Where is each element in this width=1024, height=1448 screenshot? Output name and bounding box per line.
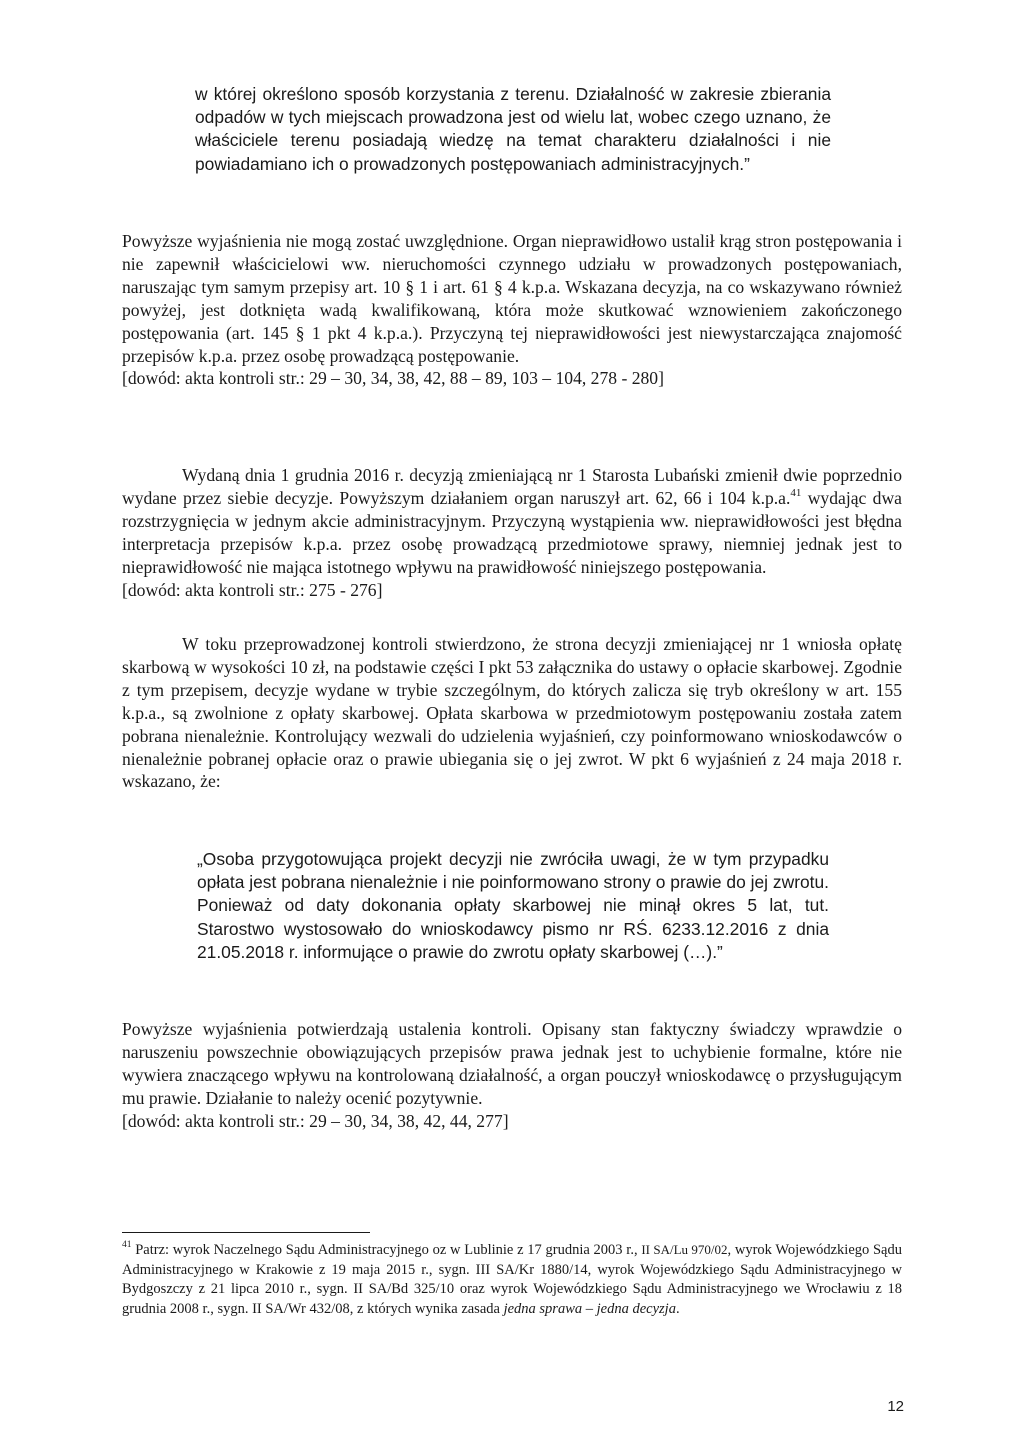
paragraph-text: Wydaną dnia 1 grudnia 2016 r. decyzją zmieniającą nr 1 Starosta Lubański zmienił dwie poprzednio wydane przez siebie decyzje. Powyższym działaniem organ naruszył art. 62, 66 i 104 k.p.a. bbox=[122, 465, 902, 508]
paragraph-text-continued: wydając dwa rozstrzygnięcia w jednym akcie administracyjnym. Przyczyną wystąpienia ww. nieprawidłowości jest błędna interpretacja przepisów k.p.a. przez osobę prowadzącą przedmiotowe sprawy, niemniej jednak jest to nieprawidłowość nie mająca istotnego wpływu na prawidłowość niniejszego postępowania. bbox=[122, 487, 902, 577]
footnote-text-continued: , wyrok Wojewódzkiego Sądu Administracyjnego w Krakowie z 19 maja 2015 r., sygn. III SA/Kr 1880/14, wyrok Wojewódzkiego Sądu Administracyjnego w Bydgoszczy z 21 lipca 2010 r., sygn. II SA/Bd 325/10 oraz wyrok Wojewódzkiego Sądu Administracyjnego we Wrocławiu z 18 grudnia 2008 r., sygn. II SA/Wr 432/08, z których wynika zasada bbox=[122, 1242, 902, 1317]
paragraph-text: Powyższe wyjaśnienia potwierdzają ustalenia kontroli. Opisany stan faktyczny świadczy wprawdzie o naruszeniu powszechnie obowiązujących przepisów prawa jednak jest to uchybienie formalne, które nie wywiera znaczącego wpływu na kontrolowaną działalność, a organ pouczył wnioskodawcę o przysługującym mu prawie. Działanie to należy ocenić pozytywnie. bbox=[122, 1019, 902, 1108]
page-number: 12 bbox=[887, 1398, 904, 1415]
footnote-number: 41 bbox=[122, 1240, 132, 1251]
footnote-emphasis: jedna sprawa – jedna decyzja bbox=[503, 1300, 676, 1317]
footnote-end: . bbox=[675, 1300, 680, 1317]
paragraph-strony-postepowania bbox=[122, 230, 902, 390]
footnote-text: Patrz: wyrok Naczelnego Sądu Administracyjnego oz w Lublinie z 17 grudnia 2003 r., bbox=[131, 1242, 642, 1258]
evidence-reference: [dowód: akta kontroli str.: 275 - 276] bbox=[122, 579, 383, 600]
footnote-marker[interactable]: 41 bbox=[790, 487, 802, 500]
footnote-case-number: II SA/Lu 970/02 bbox=[641, 1242, 728, 1257]
footnote bbox=[122, 1240, 902, 1319]
footnote-separator bbox=[122, 1232, 370, 1233]
quote-block: „Osoba przygotowująca projekt decyzji nie zwróciła uwagi, że w tym przypadku opłata jest pobrana nienależnie i nie poinformowano strony o prawie do jej zwrotu. Ponieważ od daty dokonania opłaty skarbowej nie minął okres 5 lat, tut. Starostwo wystosowało do wnioskodawcy pismo nr RŚ. 6233.12.2016 z dnia 21.05.2018 r. informujące o prawie do zwrotu opłaty skarbowej (…).” bbox=[197, 849, 829, 962]
paragraph-ocena bbox=[122, 1018, 902, 1133]
paragraph-text: Powyższe wyjaśnienia nie mogą zostać uwzględnione. Organ nieprawidłowo ustalił krąg stron postępowania i nie zapewnił właścicielowi ww. nieruchomości czynnego udziału w prowadzonych postępowaniach, naruszając tym samym przepisy art. 10 § 1 i art. 61 § 4 k.p.a. Wskazana decyzja, na co wskazywano również powyżej, jest dotknięta wadą kwalifikowaną, która może skutkować wznowieniem zakończonego postępowania (art. 145 § 1 pkt 4 k.p.a.). Przyczyną tej nieprawidłowości jest niewystarczająca znajomość przepisów k.p.a. przez osobę prowadzącą postępowanie. bbox=[122, 231, 902, 366]
paragraph-oplata-skarbowa bbox=[122, 633, 902, 793]
evidence-reference: [dowód: akta kontroli str.: 29 – 30, 34, 38, 42, 88 – 89, 103 – 104, 278 - 280] bbox=[122, 368, 664, 389]
paragraph-decyzja-zmieniajaca bbox=[122, 464, 902, 601]
quote-continuation: w której określono sposób korzystania z terenu. Działalność w zakresie zbierania odpadów w tych miejscach prowadzona jest od wielu lat, wobec czego uznano, że właściciele terenu posiadają wiedzę na temat charakteru działalności i nie powiadamiano ich o prowadzonych postępowaniach administracyjnych.” bbox=[195, 84, 831, 174]
evidence-reference: [dowód: akta kontroli str.: 29 – 30, 34, 38, 42, 44, 277] bbox=[122, 1110, 509, 1131]
paragraph-text: W toku przeprowadzonej kontroli stwierdzono, że strona decyzji zmieniającej nr 1 wniosła opłatę skarbową w wysokości 10 zł, na podstawie części I pkt 53 załącznika do ustawy o opłacie skarbowej. Zgodnie z tym przepisem, decyzje wydane w trybie szczególnym, do których zalicza się tryb określony w art. 155 k.p.a., są zwolnione z opłaty skarbowej. Opłata skarbowa w przedmiotowym postępowaniu została zatem pobrana nienależnie. Kontrolujący wezwali do udzielenia wyjaśnień, czy poinformowano wnioskodawców o nienależnie pobranej opłacie oraz o prawie ubiegania się o jej zwrot. W pkt 6 wyjaśnień z 24 maja 2018 r. wskazano, że: bbox=[122, 634, 902, 792]
